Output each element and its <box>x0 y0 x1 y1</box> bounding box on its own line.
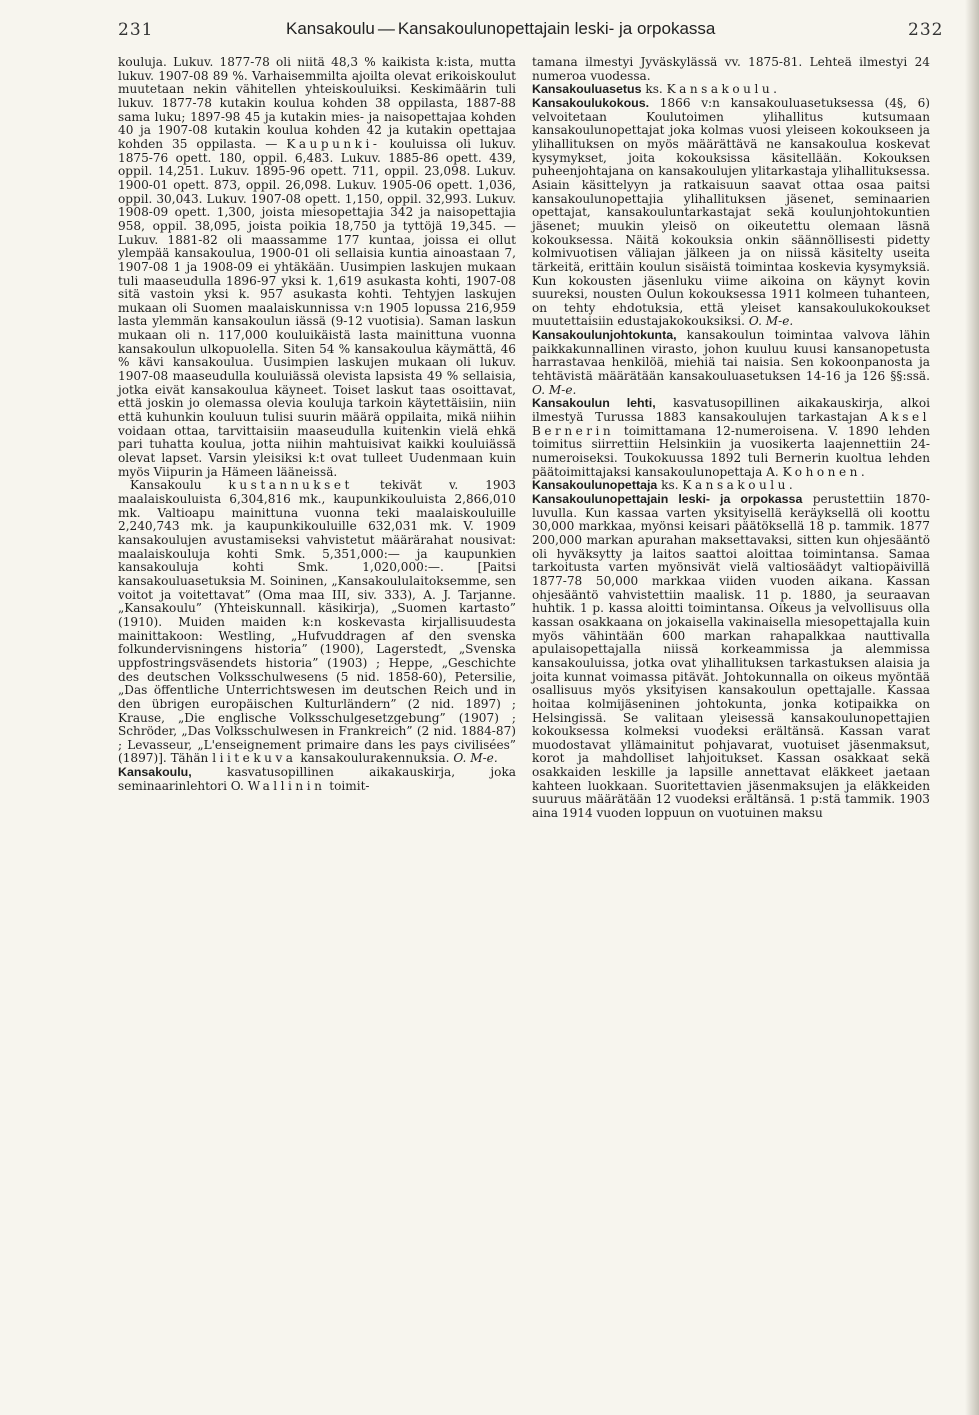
author-signature: O. M-e. <box>453 751 498 766</box>
entry-kansakouluasetus <box>532 83 930 97</box>
spaced-term: Kohonen. <box>782 464 869 479</box>
text-run: kasvatusopillinen aikakauskirja, alkoi ilmestyä Turussa 1883 kansakoulujen tarkastajan <box>532 396 930 425</box>
paragraph-kansakoulu-statistics <box>118 56 516 479</box>
running-title-b: Kansakoulunopettajain leski- ja orpokassa <box>397 19 716 38</box>
author-signature: O. M-e. <box>532 382 577 397</box>
entry-headword: Kansakouluasetus <box>532 82 642 97</box>
author-signature: O. M-e. <box>748 314 794 329</box>
paragraph-kustannukset <box>118 479 516 766</box>
left-page-number: 231 <box>118 20 154 40</box>
entry-headword: Kansakoulunopettaja <box>532 478 658 493</box>
text-run: kouluissa oli lukuv. 1875-76 opett. 180, oppil. 6,483. Lukuv. 1885-86 opett. 439, oppil. 14,251. Lukuv. 1895-96 opett. 711, oppil. 23,098. Lukuv. 1900-01 opett. 873, oppil. 26,098. Lukuv. 1905-06 opett. 1,036, oppil. 30,043. Lukuv. 1907-08 opett. 1,150, oppil. 32,993. Lukuv. 1908-09 opett. 1,300, joista miesopettajia 342 ja naisopettajia 958, oppil. 38,095, joista poikia 18,750 ja tyttöjä 19,345. — Lukuv. 1881-82 oli maassamme 177 kuntaa, joissa ei ollut ylempää kansakoulua, 1900-01 oli sellaisia kuntia ainoastaan 7, 1907-08 1 ja 1908-09 ei yhtäkään. Uusimpien laskujen mukaan tuli maaseudulla 1896-97 yksi k. 1,619 asukasta kohti, 1907-08 sitä vastoin yksi k. 957 asukasta kohti. Tehtyjen laskujen mukaan oli Suomen maalaiskunnissa v:n 1905 lopussa 216,959 lasta ylemmän kansakoulun iässä (9-12 vuotisia). Saman laskun mukaan oli n. 117,000 kouluikäistä lasta mainittuna vuonna kansakoulun ulkopuolella. Siten 54 % kansakoulua käymättä, 46 % kävi kansakoulua. Uusimpien laskujen mukaan oli lukuv. 1907-08 maaseudulla kouluiässä olevista lapsista 49 % sellaisia, jotka eivät kansakoulua käyneet. Toiset laskut taas osoittavat, että joskin jo olemassa olevia kouluja tarkoin käytettäisiin, niin että kuhunkin kouluun tulisi suurin määrä oppilaita, mikä niihin voidaan ottaa, tarvittaisiin maaseudulla kuitenkin vielä ehkä pari tuhatta koulua, jotta niihin mahtuisivat kaikki kouluiässä olevat lapset. Varsin yleisiksi k:t ovat tulleet Uudenmaan kuin myös Viipurin ja Hämeen lääneissä. <box>118 136 516 479</box>
text-run: toimit- <box>329 778 370 793</box>
spaced-term: kustannukset <box>228 478 353 493</box>
entry-kansakoulu-journal <box>118 766 516 793</box>
entry-leski-ja-orpokassa <box>532 493 930 821</box>
entry-headword: Kansakoulunjohtokunta, <box>532 328 677 343</box>
text-run: perustettiin 1870-luvulla. Kun kassaa varten yksityisellä keräyksellä oli koottu 30,000 markkaa, myönsi keisari päätöksellä 18 p. tammik. 1877 200,000 markan apurahan maksettavaksi, sitten kun ohjesääntö oli hyväksytty ja laitos saattoi aloittaa toimintansa. Samaa tarkoitusta varten myönsivät vielä valtiosäädyt valtiopäivillä 1877-78 50,000 markkaa viiden vuoden aikana. Kassan ohjesääntö vahvistettiin maalisk. 11 p. 1880, ja seuraavan huhtik. 1 p. kassa aloitti toimintansa. Oikeus ja velvollisuus olla kassan osakkaana on jokaisella vakinaisella miesopettajalla kuin myös vähintään 600 markan rahapalkkaa nauttivalla apulaisopettajalla niissä korkeammissa ja alemmissa kansakouluissa, jotka ovat ylihallituksen tarkastuksen alaisia ja joita kunnat voimassa pitävät. Johtokunnalla on oikeus myöntää osallisuus myös yksityisen kansakoulun opettajalle. Kassaa hoitaa kolmijäseninen johtokunta, jonka kotipaikka on Helsingissä. Se valitaan yleisessä kansakoulunopettajien kokouksessa kolmeksi vuodeksi erältänsä. Kassan varat muodostavat yllämainitut pohjavarat, vuotuiset jäsenmaksut, korot ja mahdolliset lahjoitukset. Kassan osakkaat sekä osakkaiden leskille ja lapsille annettavat eläkkeet jaetaan kahteen luokkaan. Suoritettavien jäsenmaksujen ja eläkkeiden suuruus määrätään 12 vuodeksi erältänsä. 1 p:stä tammik. 1903 aina 1914 vuoden loppuun on vuotuinen maksu <box>532 492 930 821</box>
text-run: ks. <box>645 82 663 97</box>
cross-reference: Kansakoulu. <box>682 478 797 493</box>
cross-reference: Kansakoulu. <box>666 82 781 97</box>
text-run: Kansakoulu <box>130 478 202 493</box>
paragraph-continuation: tamana ilmestyi Jyväskylässä vv. 1875-81. Lehteä ilmestyi 24 numeroa vuodessa. <box>532 55 930 83</box>
entry-kansakoulunjohtokunta <box>532 329 930 397</box>
entry-headword: Kansakoulunopettajain leski- ja orpokassa <box>532 492 803 506</box>
right-page-number: 232 <box>908 20 944 40</box>
text-run: kouluja. Lukuv. 1877-78 oli niitä 48,3 % kaikista k:ista, mutta lukuv. 1907-08 89 %. Varhaisemmilta ajoilta olevat erikoiskoulut muutetaan nekin vähitellen yhteiskouluiksi. Keskimäärin tuli lukuv. 1877-78 kutakin koulua kohden 38 oppilasta, 1887-88 sama luku; 1897-98 45 ja kutakin mies- ja naisopettajaa kohden 40 ja 1907-08 kutakin koulua kohden 42 ja kutakin opettajaa kohden 35 oppilasta. — <box>118 55 516 151</box>
spaced-term: liitekuva <box>212 751 297 766</box>
spaced-term: Wallinin <box>247 778 326 793</box>
page-header <box>0 0 979 48</box>
entry-kansakoulunopettaja <box>532 479 930 493</box>
right-column <box>532 56 930 821</box>
scan-page-edge <box>965 0 979 1415</box>
entry-headword: Kansakoulun lehti, <box>532 396 656 411</box>
text-run: ks. <box>661 478 679 493</box>
spaced-term: Aksel Bernerin <box>532 410 930 438</box>
text-run: kansakoulurakennuksia. <box>300 751 450 766</box>
running-title-a: Kansakoulu <box>286 19 375 38</box>
text-run: toimittamana 12-numeroisena. V. 1890 lehden toimitus siirrettiin Helsinkiin ja vuosikerta laajennettiin 24-numeroiseksi. Toukokuussa 1892 tuli Bernerin kuoltua lehden päätoimittajaksi kansakoulunopettaja A. <box>532 423 930 479</box>
text-run: kasvatusopillinen aikakauskirja, joka seminaarinlehtori O. <box>118 765 516 793</box>
spaced-term: Kaupunki- <box>286 136 381 151</box>
text-run: kansakoulun toimintaa valvova lähin paikkakunnallinen virasto, johon kuuluu kuusi kansanopetusta harrastavaa henkilöä, miehiä tai naisia. Sen kokoonpanosta ja tehtävistä määrätään kansakouluasetuksen 14-16 ja 126 §§:ssä. <box>532 328 930 384</box>
entry-headword: Kansakoulukokous. <box>532 95 650 110</box>
running-title-separator: — <box>377 19 395 38</box>
entry-kansakoulukokous <box>532 97 930 329</box>
text-run: 1866 v:n kansakouluasetuksessa (4§, 6) velvoitetaan Koulutoimen ylihallitus kutsumaan kansakoulunopettajat joka kolmas vuosi yleiseen kokoukseen ja ylihallituksen on myös määrättävä ne kansakoulua koskevat kysymykset, joita kokouksissa käsitellään. Kokouksen puheenjohtajana on kansakoulujen ylitarkastaja ylihallituksessa. Asiain käsittelyyn ja ratkaisuun saavat ottaa osaa paitsi kansakoulunopettajia ylihallituksen jäsenet, seminaarien opettajat, kansakouluntarkastajat sekä koulunjohtokuntien jäsenet; muukin yleisö on oikeutettu olemaan läsnä kokouksessa. Näitä kokouksia onkin säännöllisesti pidetty kolmivuotisen väliajan jälkeen ja on niissä käsitelty useita tärkeitä, erittäin koulun sisäistä toimintaa koskevia kysymyksiä. Kun kokousten jäsenluku viime aikoina on käynyt kovin suureksi, nousten Oulun kokouksessa 1911 kolmeen tuhanteen, on tehty ehdotuksia, että yleiset kansakoulukokoukset muutettaisiin edustajakokouksiksi. <box>532 95 930 329</box>
text-run: tekivät v. 1903 maalaiskouluista 6,304,816 mk., kaupunkikouluista 2,866,010 mk. Valtioapu mainittuna vuonna teki maalaiskouluille 2,240,743 mk. ja kaupunkikouluille 632,031 mk. V. 1909 kansakoulujen avustamiseksi vahvistetut määrärahat nousivat: maalaiskouluja kohti Smk. 5,351,000:— ja kaupunkien kansakouluja kohti Smk. 1,020,000:—. [Paitsi kansakouluasetuksia M. Soininen, „Kansakoululaitoksemme, sen voitot ja voitettavat” (Oma maa III, siv. 333), A. J. Tarjanne. „Kansakoulu” (Yhteiskunnall. käsikirja), „Suomen kartasto” (1910). Muiden maiden k:n koskevasta kirjallisuudesta mainittakoon: Westling, „Hufvuddragen af den svenska folkundervisningens historia” (1900), Lagerstedt, „Svenska uppfostringsväsendets historia” (1903) ; Heppe, „Geschichte des deutschen Volksschulwesens (5 nid. 1858-60), Petersilie, „Das öffentliche Unterrichtswesen im deutschen Reich und in den übrigen europäischen Kulturländern” (2 nid. 1897) ; Krause, „Die englische Volksschulgesetzgebung” (1907) ; Schröder, „Das Volksschulwesen in Frankreich” (2 nid. 1884-87) ; Levasseur, „L'enseignement primaire dans les pays civilisées” (1897)]. Tähän <box>118 478 516 766</box>
running-title <box>286 19 715 39</box>
entry-headword: Kansakoulu, <box>118 765 192 780</box>
entry-kansakoulun-lehti <box>532 397 930 479</box>
left-column <box>118 56 516 793</box>
